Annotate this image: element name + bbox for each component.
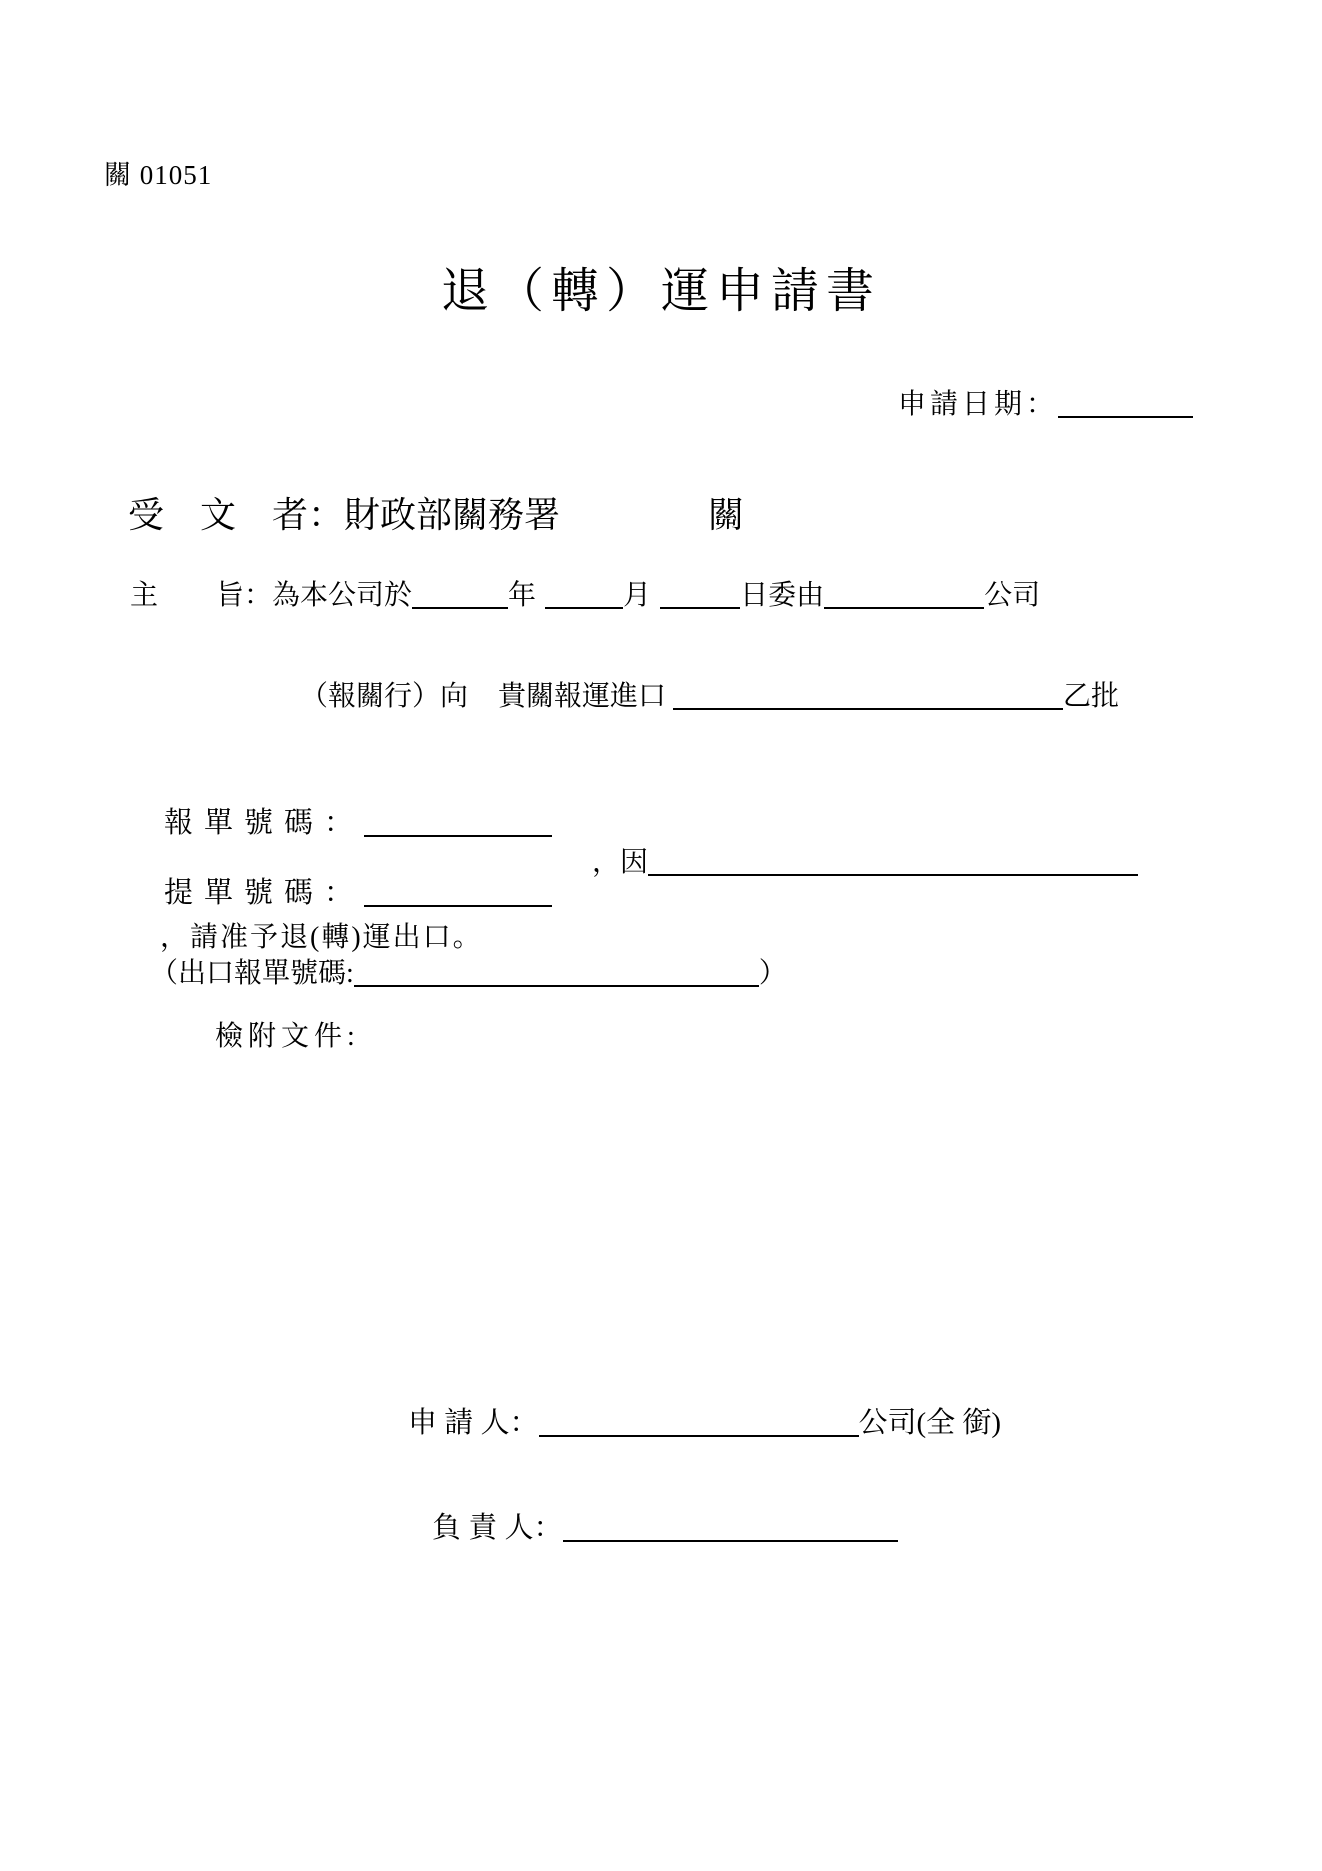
reason-line [592,848,1138,877]
month-label: 月 [623,580,652,611]
reason-label: ，因 [592,847,649,878]
form-title: 退（轉）運申請書 [440,265,881,318]
recipient-customs-suffix: 關 [708,495,745,535]
import-declaration-line [164,808,552,838]
entrusted-company-blank [824,581,984,609]
applicant-blank [539,1408,859,1437]
attachments-label: 檢附文件: [215,1021,360,1052]
applicant-label: 申 請 人： [408,1407,539,1439]
day-blank [660,581,740,609]
subject-label: 主 [130,580,159,611]
application-date-line [898,390,1193,419]
export-declaration-line [150,959,787,988]
company-label: 公司 [984,580,1041,611]
broker-prefix: （報關行）向 [300,681,469,712]
subject-intro: 旨：為本公司於 [216,580,413,611]
application-date-label: 申請日期： [898,389,1059,420]
application-date-blank [1058,390,1193,418]
year-blank [412,581,508,609]
recipient-agency: 財政部關務署 [344,495,561,535]
recipient-label: 受 文 者： [128,495,345,535]
responsible-person-label: 負 責 人： [432,1512,563,1544]
broker-action: 貴關報運進口 [498,681,667,712]
import-declaration-label: 報單號碼： [164,807,365,839]
subject-body [216,580,1040,611]
batch-suffix: 乙批 [1063,681,1120,712]
recipient-line [128,497,744,533]
bill-of-lading-label: 提單號碼： [164,877,365,909]
responsible-person-line [432,1513,898,1543]
applicant-suffix: 公司(全 銜) [858,1407,1002,1439]
bill-of-lading-blank [364,878,552,907]
broker-line [300,682,1119,711]
form-code: 關 01051 [104,160,213,190]
responsible-person-blank [563,1513,898,1542]
day-by-label: 日委由 [740,580,825,611]
imported-goods-blank [673,682,1063,710]
subject-line [130,581,1040,610]
export-declaration-suffix: ） [758,958,787,989]
applicant-line [408,1408,1001,1438]
bill-of-lading-line [164,878,552,908]
request-line: ，請准予退(轉)運出口。 [160,922,483,953]
reason-blank [648,848,1138,876]
export-declaration-prefix: （出口報單號碼: [150,958,354,989]
year-label: 年 [508,580,537,611]
import-declaration-blank [364,808,552,837]
export-declaration-blank [354,959,759,987]
month-blank [545,581,623,609]
